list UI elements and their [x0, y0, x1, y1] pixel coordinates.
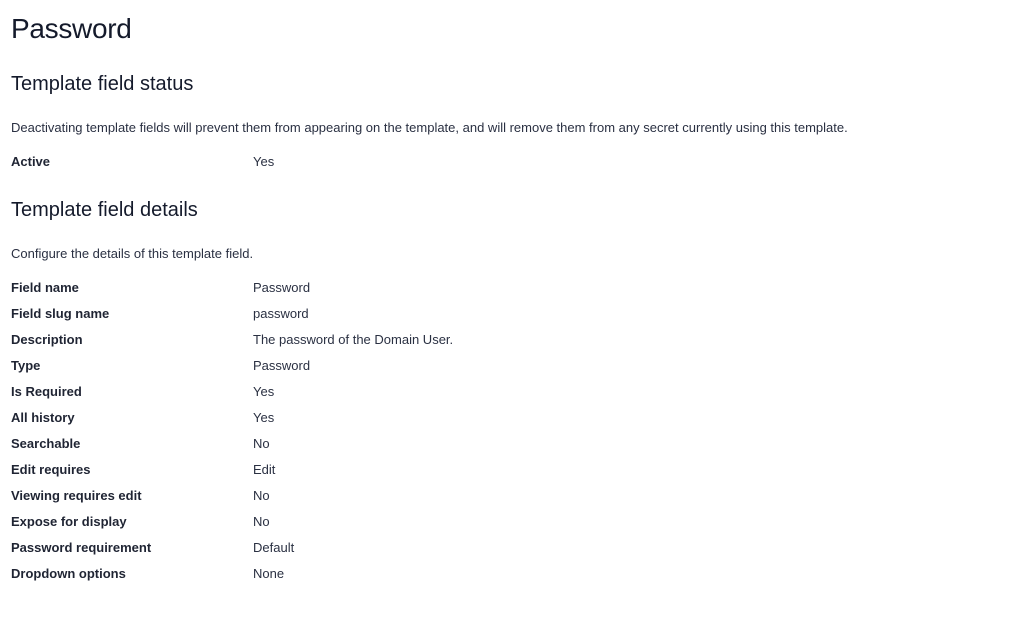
detail-row-dropdown-options — [11, 566, 711, 584]
detail-row-field-slug-name — [11, 306, 711, 324]
detail-row-viewing-requires-edit — [11, 488, 711, 506]
field-label: Searchable — [11, 436, 81, 451]
details-section-description: Configure the details of this template field. — [11, 246, 254, 261]
field-label: Description — [11, 332, 83, 347]
details-section-heading: Template field details — [11, 199, 198, 221]
field-value: Edit — [253, 462, 276, 477]
field-value: Yes — [253, 384, 275, 399]
page-title: Password — [11, 13, 132, 44]
field-label: Type — [11, 358, 41, 373]
field-value: The password of the Domain User. — [253, 332, 454, 347]
detail-row-description — [11, 332, 711, 350]
field-value: No — [253, 436, 270, 451]
field-value: No — [253, 488, 270, 503]
field-label: Edit requires — [11, 462, 91, 477]
field-value: Yes — [253, 410, 275, 425]
status-row-active — [11, 154, 711, 172]
field-value: None — [253, 566, 285, 581]
field-value: Password — [253, 358, 311, 373]
detail-row-edit-requires — [11, 462, 711, 480]
detail-row-is-required — [11, 384, 711, 402]
field-value: Default — [253, 540, 295, 555]
field-label: Password requirement — [11, 540, 152, 555]
field-label: All history — [11, 410, 75, 425]
field-label: Active — [11, 154, 51, 169]
field-value: Yes — [253, 154, 275, 169]
field-label: Field slug name — [11, 306, 110, 321]
field-label: Expose for display — [11, 514, 127, 529]
detail-row-searchable — [11, 436, 711, 454]
field-value: password — [253, 306, 309, 321]
detail-row-field-name — [11, 280, 711, 298]
detail-row-type — [11, 358, 711, 376]
detail-row-all-history — [11, 410, 711, 428]
field-label: Is Required — [11, 384, 82, 399]
detail-row-password-requirement — [11, 540, 711, 558]
field-label: Dropdown options — [11, 566, 126, 581]
field-label: Field name — [11, 280, 79, 295]
field-value: No — [253, 514, 270, 529]
field-label: Viewing requires edit — [11, 488, 142, 503]
field-value: Password — [253, 280, 311, 295]
status-section-description: Deactivating template fields will prevent them from appearing on the template, and will remove them from any secret currently using this template. — [11, 120, 848, 135]
status-section-heading: Template field status — [11, 73, 194, 95]
detail-row-expose-for-display — [11, 514, 711, 532]
